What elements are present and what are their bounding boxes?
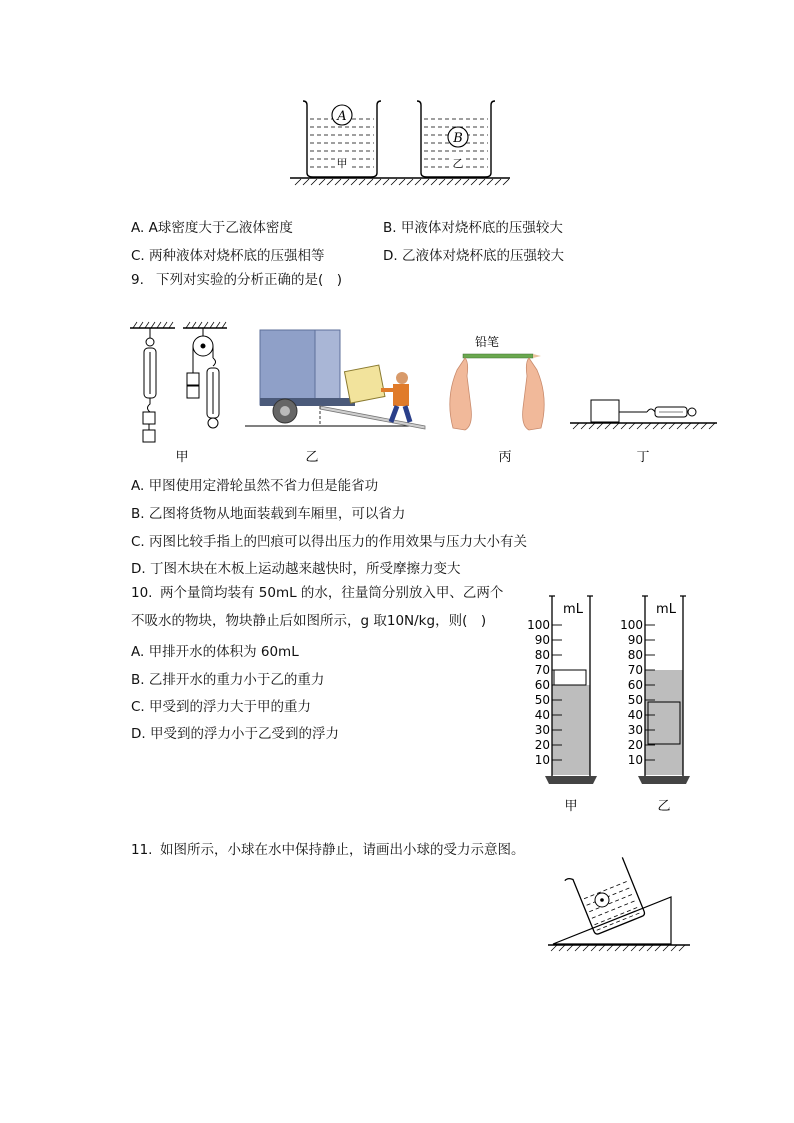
figure-caption-yi: 乙 (305, 450, 319, 465)
cylinder-right-tick: 60 (627, 678, 643, 692)
cylinder-right-tick: 10 (627, 753, 643, 767)
figure-bing-pencil (450, 335, 544, 430)
q8-option-c: C. 两种液体对烧杯底的压强相等 (131, 248, 325, 264)
cylinder-left-tick: 100 (527, 618, 550, 632)
q11-number: 11. (131, 842, 153, 858)
figure-caption-jia: 甲 (175, 450, 189, 465)
cylinder-right-tick: 80 (627, 648, 643, 662)
cylinder-right-tick: 40 (627, 708, 643, 722)
cylinder-left-unit: mL (563, 602, 583, 617)
q10-option-a: A. 甲排开水的体积为 60mL (131, 644, 299, 660)
q10-stem-line1: 两个量筒均装有 50mL 的水，往量筒分别放入甲、乙两个 (160, 585, 504, 601)
cylinder-left-tick: 50 (534, 693, 550, 707)
cylinder-left-tick: 90 (534, 633, 550, 647)
cylinder-right-caption: 乙 (657, 799, 671, 814)
cylinder-right-unit: mL (656, 602, 676, 617)
cylinder-left (527, 596, 597, 814)
q9-option-b: B. 乙图将货物从地面装载到车厢里，可以省力 (131, 506, 406, 522)
figure-yi-truck-ramp (245, 330, 425, 429)
q11-stem: 如图所示，小球在水中保持静止，请画出小球的受力示意图。 (160, 842, 525, 858)
figure-jia-pulleys (130, 322, 227, 442)
cylinder-left-tick: 60 (534, 678, 550, 692)
q10-option-b: B. 乙排开水的重力小于乙的重力 (131, 672, 325, 688)
q10-number: 10. (131, 585, 153, 601)
ball-a-label: A (337, 109, 347, 124)
block-jia (554, 670, 586, 685)
cylinder-right-water (645, 670, 683, 775)
q8-option-a: A. A球密度大于乙液体密度 (131, 220, 293, 236)
q10-option-d: D. 甲受到的浮力小于乙受到的浮力 (131, 726, 339, 742)
q9-number: 9. (131, 272, 144, 288)
beaker-right (417, 101, 495, 177)
ball-b-label: B (453, 131, 463, 146)
cylinder-left-tick: 40 (534, 708, 550, 722)
cylinder-right (620, 596, 690, 814)
q10-stem-line2: 不吸水的物块，物块静止后如图所示，g 取10N/kg，则( ) (131, 613, 487, 629)
beaker-left (303, 101, 381, 177)
cylinder-left-caption: 甲 (564, 799, 578, 814)
figure-ding-block (570, 400, 717, 429)
beakers-figure (285, 95, 515, 190)
cylinder-left-tick: 10 (534, 753, 550, 767)
q8-option-b: B. 甲液体对烧杯底的压强较大 (383, 220, 563, 236)
figure-caption-ding: 丁 (636, 450, 650, 465)
cylinder-right-tick: 20 (627, 738, 643, 752)
cylinder-right-tick: 100 (620, 618, 643, 632)
q9-option-a: A. 甲图使用定滑轮虽然不省力但是能省功 (131, 478, 379, 494)
graduated-cylinders (525, 588, 700, 820)
q9-option-d: D. 丁图木块在木板上运动越来越快时，所受摩擦力变大 (131, 561, 461, 577)
q9-option-c: C. 丙图比较手指上的凹痕可以得出压力的作用效果与压力大小有关 (131, 534, 528, 550)
cylinder-left-tick: 30 (534, 723, 550, 737)
cylinder-right-tick: 90 (627, 633, 643, 647)
beaker-right-label: 乙 (452, 157, 464, 170)
q8-option-d: D. 乙液体对烧杯底的压强较大 (383, 248, 564, 264)
cylinder-right-tick: 30 (627, 723, 643, 737)
cylinder-right-tick: 50 (627, 693, 643, 707)
cylinder-left-tick: 20 (534, 738, 550, 752)
tilted-beaker-figure (545, 845, 695, 957)
q10-option-c: C. 甲受到的浮力大于甲的重力 (131, 699, 312, 715)
cylinder-left-tick: 80 (534, 648, 550, 662)
pencil-label: 铅笔 (474, 335, 500, 349)
cylinder-left-tick: 70 (534, 663, 550, 677)
cylinder-right-tick: 70 (627, 663, 643, 677)
q9-stem: 下列对实验的分析正确的是( ) (156, 272, 343, 288)
beaker-left-label: 甲 (336, 157, 348, 170)
q9-figures (125, 318, 725, 473)
figure-caption-bing: 丙 (498, 450, 512, 465)
